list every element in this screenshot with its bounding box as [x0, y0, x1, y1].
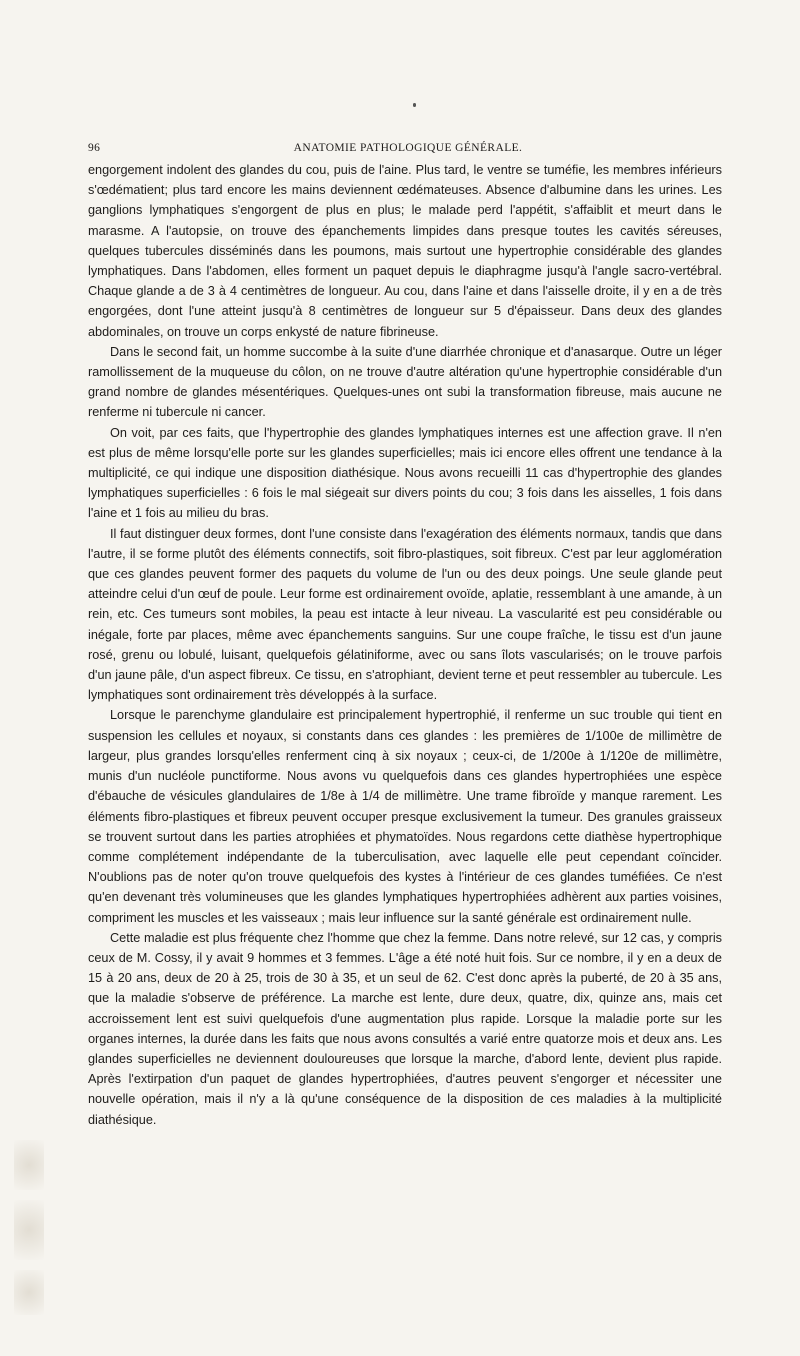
paragraph: Lorsque le parenchyme glandulaire est principalement hypertrophié, il renferme un suc trouble qui tient en suspension les cellules et noyaux, si constants dans ces glandes : les premières de 1/100e de millimètre de largeur, plus grandes lorsqu'elles renferment cinq à six noyaux ; ceux-ci, de 1/200e à 1/120e de millimètre, munis d'un nucléole punctiforme. Nous avons vu quelquefois dans ces glandes hypertrophiées une espèce d'ébauche de vésicules glandulaires de 1/8e à 1/4 de millimètre. Une trame fibroïde y manque rarement. Les éléments fibro-plastiques et fibreux peuvent occuper presque exclusivement la tumeur. Des granules graisseux se trouvent surtout dans les parties atrophiées et phymatoïdes. Nous regardons cette diathèse hypertrophique comme complétement indépendante de la tuberculisation, avec laquelle elle peut cependant coïncider. N'oublions pas de noter qu'on trouve quelquefois des kystes à l'intérieur de ces glandes tuméfiées. Ce n'est qu'en devenant très volumineuses que les glandes lymphatiques hypertrophiées adhèrent aux parties voisines, compriment les muscles et les vaisseaux ; mais leur influence sur la santé générale est ordinairement nulle.: [88, 708, 722, 925]
paper-stain: [14, 1200, 44, 1260]
paragraph: Dans le second fait, un homme succombe à la suite d'une diarrhée chronique et d'anasarque. Outre un léger ramollissement de la muqueuse du côlon, on ne trouve d'autre altération qu'une hypertrophie considérable d'un grand nombre de glandes mésentériques. Quelques-unes ont subi la transformation fibreuse, mais aucune ne renferme ni tubercule ni cancer.: [88, 344, 722, 420]
body-text: [88, 160, 722, 1130]
ink-speck: [413, 103, 416, 107]
page-number: 96: [88, 142, 101, 154]
paper-stain: [14, 1270, 44, 1315]
paragraph: Cette maladie est plus fréquente chez l'homme que chez la femme. Dans notre relevé, sur 12 cas, y compris ceux de M. Cossy, il y avait 9 hommes et 3 femmes. L'âge a été noté huit fois. Sur ce nombre, il y en a deux de 15 à 20 ans, deux de 20 à 25, trois de 30 à 35, et un seul de 62. C'est donc après la puberté, de 20 à 35 ans, que la maladie s'observe de préférence. La marche est lente, dure deux, quatre, dix, quinze ans, mais cet accroissement lent est suivi quelquefois d'une augmentation plus rapide. Lorsque la maladie porte sur les organes internes, la durée dans les faits que nous avons consultés a varié entre quatorze mois et deux ans. Les glandes superficielles ne deviennent douloureuses que lorsque la marche, d'abord lente, devient plus rapide. Après l'extirpation d'un paquet de glandes hypertrophiées, d'autres peuvent s'engorger et nécessiter une nouvelle opération, mais il n'y a là qu'une conséquence de la disposition de ces maladies à la multiplicité diathésique.: [88, 930, 722, 1127]
paragraph: engorgement indolent des glandes du cou, puis de l'aine. Plus tard, le ventre se tuméfie, les membres inférieurs s'œdématient; plus tard encore les mains deviennent œdémateuses. Absence d'albumine dans les urines. Les ganglions lymphatiques s'engorgent de plus en plus; le malade perd l'appétit, s'affaiblit et meurt dans le marasme. A l'autopsie, on trouve des épanchements limpides dans presque toutes les cavités séreuses, quelques tubercules disséminés dans les poumons, mais surtout une hypertrophie considérable des glandes lymphatiques. Dans l'abdomen, elles forment un paquet depuis le diaphragme jusqu'à l'angle sacro-vertébral. Chaque glande a de 3 à 4 centimètres de longueur. Au cou, dans l'aine et dans l'aisselle droite, il y en a de très engorgées, dont l'une atteint jusqu'à 8 centimètres de longueur sur 5 d'épaisseur. Dans deux des glandes abdominales, on trouve un corps enkysté de nature fibrineuse.: [88, 163, 722, 339]
page-header: [88, 142, 728, 162]
running-title: ANATOMIE PATHOLOGIQUE GÉNÉRALE.: [293, 142, 523, 154]
paper-stain: [14, 1140, 44, 1190]
paragraph: Il faut distinguer deux formes, dont l'une consiste dans l'exagération des éléments normaux, tandis que dans l'autre, il se forme plutôt des éléments connectifs, soit fibro-plastiques, soit fibreux. C'est par leur agglomération que ces glandes peuvent former des paquets du volume de l'un ou des deux poings. Une seule glande peut atteindre celui d'un œuf de poule. Leur forme est ordinairement ovoïde, aplatie, ressemblant à une amande, à un rein, etc. Ces tumeurs sont mobiles, la peau est intacte à leur niveau. La vascularité est peu considérable ou inégale, forte par places, même avec épanchements sanguins. Sur une coupe fraîche, le tissu est d'un jaune rosé, grenu ou lobulé, luisant, quelquefois gélatiniforme, avec ou sans îlots vascularisés; on le trouve parfois d'un jaune pâle, d'un aspect fibreux. Ce tissu, en s'atrophiant, devient terne et peut ressembler au tubercule. Les lymphatiques sont ordinairement très développés à la surface.: [88, 526, 722, 703]
paragraph: On voit, par ces faits, que l'hypertrophie des glandes lymphatiques internes est une affection grave. Il n'en est plus de même lorsqu'elle porte sur les glandes superficielles; mais ici encore elles offrent une tendance à la multiplicité, ce qui indique une disposition diathésique. Nous avons recueilli 11 cas d'hypertrophie des glandes lymphatiques superficielles : 6 fois le mal siégeait sur divers points du cou; 3 fois dans les aisselles, 1 fois dans l'aine et 1 fois au milieu du bras.: [88, 425, 722, 521]
